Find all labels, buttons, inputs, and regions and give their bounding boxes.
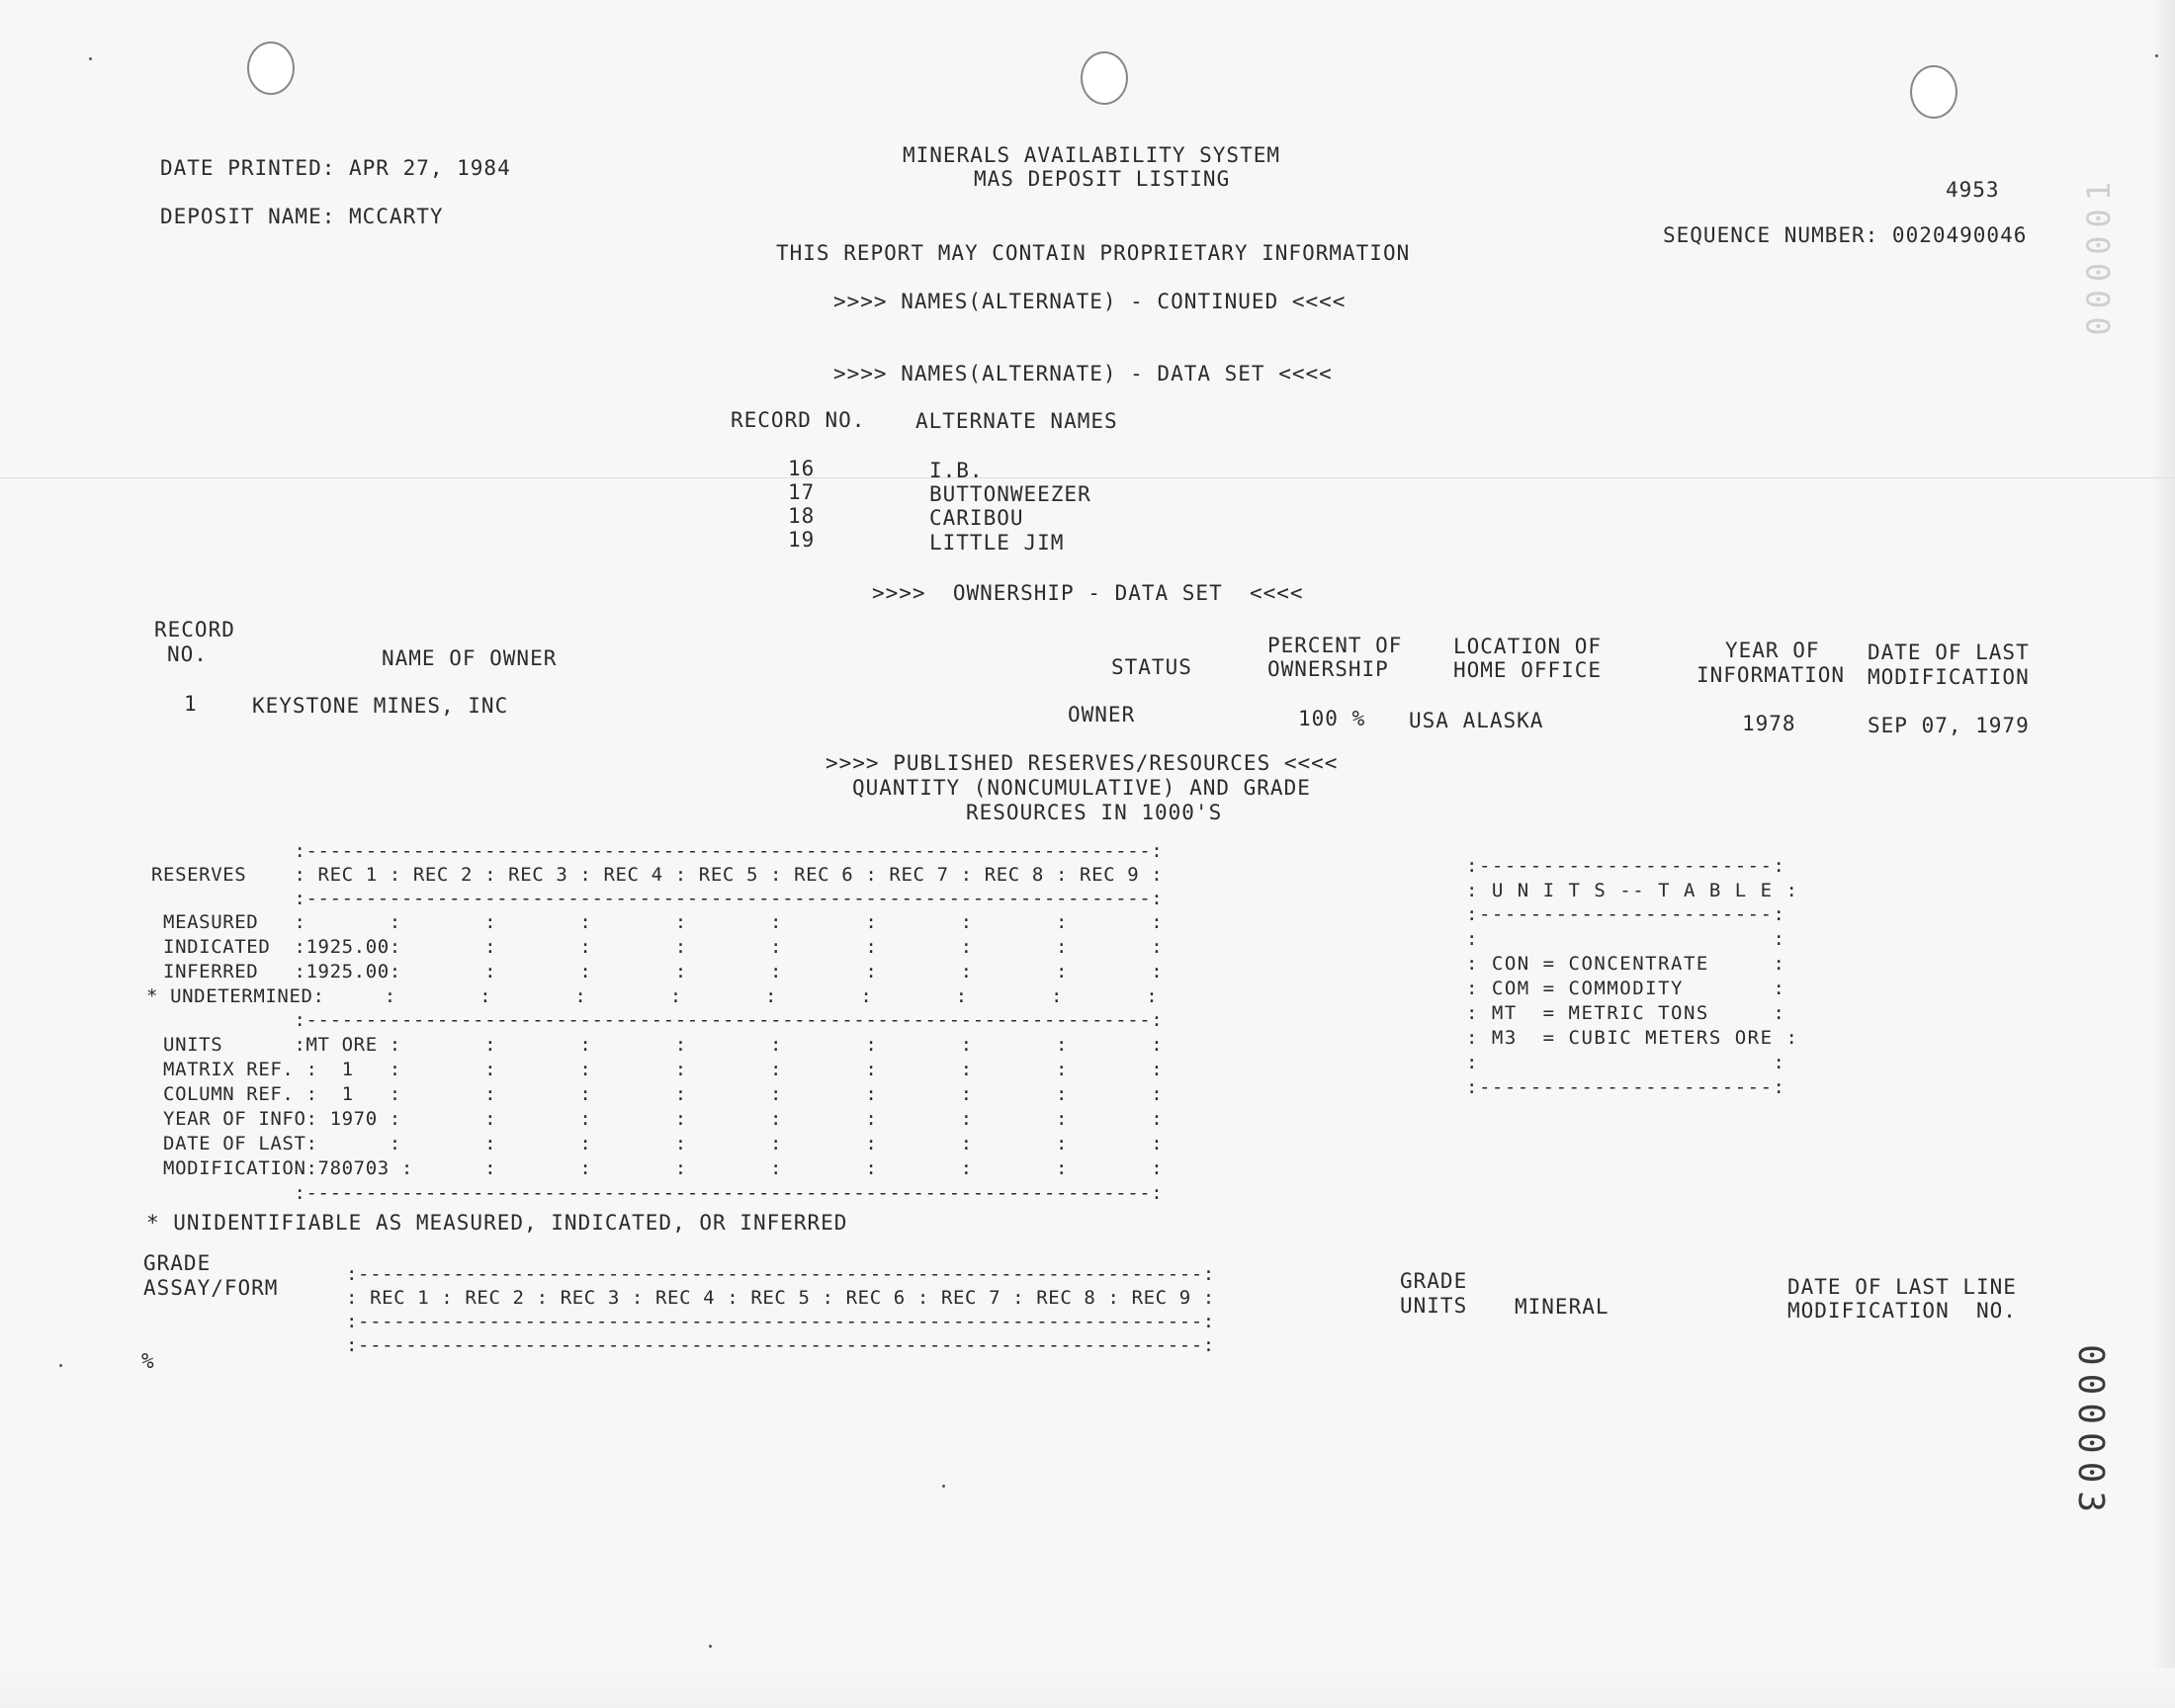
alternate-names-header: ALTERNATE NAMES	[915, 409, 1118, 433]
page-bottom-edge	[0, 1668, 2175, 1708]
units-table-line: :-----------------------:	[1466, 903, 1786, 925]
units-table-line: : U N I T S -- T A B L E :	[1466, 880, 1799, 901]
reserves-table-line: :-----------------------------------------------------------------------:	[151, 840, 1164, 862]
reserves-table-line: :-----------------------------------------------------------------------:	[151, 1009, 1164, 1031]
list-item-record-no: 18	[788, 504, 816, 528]
list-item-record-no: 19	[788, 528, 816, 552]
reserves-table-line: DATE OF LAST: : : : : : : : : :	[151, 1133, 1164, 1154]
reserves-table-line: * UNDETERMINED: : : : : : : : : :	[146, 985, 1159, 1007]
speck	[942, 1485, 945, 1488]
reserves-table-line: MEASURED : : : : : : : : : :	[151, 911, 1164, 933]
names-continued-heading: >>>> NAMES(ALTERNATE) - CONTINUED <<<<	[833, 290, 1347, 313]
list-item-record-no: 17	[788, 480, 816, 504]
reserves-table-line: :-----------------------------------------------------------------------:	[151, 1182, 1164, 1204]
units-table-line: :-----------------------:	[1466, 855, 1786, 877]
units-table-line: : COM = COMMODITY :	[1466, 978, 1786, 999]
reserves-table-line: COLUMN REF. : 1 : : : : : : : : :	[151, 1083, 1164, 1105]
deposit-name: DEPOSIT NAME: MCCARTY	[160, 205, 444, 228]
ownership-col-status: STATUS	[1111, 655, 1192, 679]
ownership-col-record: RECORD	[154, 618, 235, 641]
units-table-line: :-----------------------:	[1466, 1076, 1786, 1098]
date-printed: DATE PRINTED: APR 27, 1984	[160, 156, 511, 180]
punch-hole-icon	[1910, 65, 1958, 119]
units-table-line: : CON = CONCENTRATE :	[1466, 953, 1786, 975]
reserves-table-line: UNITS :MT ORE : : : : : : : : :	[151, 1034, 1164, 1056]
grade-label: GRADE	[143, 1251, 212, 1275]
ownership-row-year: 1978	[1742, 712, 1796, 735]
ownership-col-percent: PERCENT OF	[1267, 634, 1403, 657]
ownership-col-location-2: HOME OFFICE	[1453, 658, 1603, 682]
listing-title: MAS DEPOSIT LISTING	[974, 167, 1231, 191]
list-item-name: BUTTONWEEZER	[929, 482, 1091, 506]
ownership-row-date: SEP 07, 1979	[1868, 714, 2030, 737]
record-no-header: RECORD NO.	[731, 408, 866, 432]
speck	[2155, 54, 2158, 57]
speck	[59, 1364, 62, 1367]
ownership-row-status: OWNER	[1068, 703, 1136, 726]
reserves-table-line: :-----------------------------------------------------------------------:	[151, 888, 1164, 909]
reserves-table-line: INDICATED :1925.00: : : : : : : : :	[151, 936, 1164, 958]
grade-units-header: GRADE	[1400, 1269, 1468, 1293]
reserves-subheading: QUANTITY (NONCUMULATIVE) AND GRADE	[852, 776, 1311, 800]
sequence-number: SEQUENCE NUMBER: 0020490046	[1663, 223, 2028, 247]
ownership-col-percent-2: OWNERSHIP	[1267, 657, 1389, 681]
grade-table-line: :-----------------------------------------------------------------------:	[346, 1263, 1215, 1285]
speck	[709, 1645, 712, 1648]
punch-hole-icon	[1081, 51, 1128, 105]
units-table-line: : :	[1466, 928, 1786, 950]
page-number: 4953	[1946, 178, 2000, 202]
list-item-name: CARIBOU	[929, 506, 1024, 530]
line-modification-header: DATE OF LAST LINE	[1787, 1275, 2017, 1299]
reserves-table-line: MODIFICATION:780703 : : : : : : : : :	[151, 1157, 1164, 1179]
list-item-record-no: 16	[788, 457, 816, 480]
page-edge-shadow	[2151, 0, 2175, 1708]
reserves-table-line: YEAR OF INFO: 1970 : : : : : : : : :	[151, 1108, 1164, 1130]
assay-form-label: ASSAY/FORM	[143, 1276, 279, 1300]
reserves-table-line: RESERVES : REC 1 : REC 2 : REC 3 : REC 4 : REC 5 : REC 6 : REC 7 : REC 8 : REC 9 :	[151, 864, 1164, 886]
system-title: MINERALS AVAILABILITY SYSTEM	[903, 143, 1281, 167]
list-item-name: LITTLE JIM	[929, 531, 1065, 555]
ownership-col-record-no: NO.	[167, 642, 208, 666]
ownership-row-location: USA ALASKA	[1409, 709, 1544, 732]
page-stamp-top: 000001	[2080, 174, 2118, 336]
units-table-line: : M3 = CUBIC METERS ORE :	[1466, 1027, 1799, 1049]
list-item-name: I.B.	[929, 459, 984, 482]
reserves-heading: >>>> PUBLISHED RESERVES/RESOURCES <<<<	[826, 751, 1339, 775]
ownership-col-year: YEAR OF	[1725, 639, 1820, 662]
line-modification-header-2: MODIFICATION NO.	[1787, 1299, 2017, 1323]
fold-line	[0, 477, 2175, 478]
ownership-row-owner: KEYSTONE MINES, INC	[252, 694, 509, 718]
ownership-heading: >>>> OWNERSHIP - DATA SET <<<<	[872, 581, 1304, 605]
alternate-names-heading: >>>> NAMES(ALTERNATE) - DATA SET <<<<	[833, 362, 1333, 385]
ownership-row-no: 1	[184, 692, 198, 716]
grade-table-line: :-----------------------------------------------------------------------:	[346, 1334, 1215, 1356]
units-table-line: : :	[1466, 1052, 1786, 1073]
proprietary-notice: THIS REPORT MAY CONTAIN PROPRIETARY INFORMATION	[776, 241, 1411, 265]
page-stamp-bottom: 000003	[2070, 1344, 2111, 1521]
ownership-col-date-2: MODIFICATION	[1868, 665, 2030, 689]
grade-table-line: : REC 1 : REC 2 : REC 3 : REC 4 : REC 5 : REC 6 : REC 7 : REC 8 : REC 9 :	[346, 1287, 1215, 1309]
ownership-col-year-2: INFORMATION	[1696, 663, 1846, 687]
percent-symbol: %	[141, 1349, 155, 1373]
reserves-subheading-units: RESOURCES IN 1000'S	[966, 801, 1223, 824]
reserves-footnote: * UNIDENTIFIABLE AS MEASURED, INDICATED, OR INFERRED	[146, 1211, 848, 1235]
punch-hole-icon	[247, 42, 295, 95]
reserves-table-line: MATRIX REF. : 1 : : : : : : : : :	[151, 1059, 1164, 1080]
ownership-col-location: LOCATION OF	[1453, 635, 1603, 658]
grade-units-header-2: UNITS	[1400, 1294, 1468, 1318]
ownership-col-owner: NAME OF OWNER	[382, 646, 558, 670]
mineral-header: MINERAL	[1515, 1295, 1610, 1319]
grade-table-line: :-----------------------------------------------------------------------:	[346, 1311, 1215, 1332]
ownership-row-percent: 100 %	[1298, 707, 1366, 730]
reserves-table-line: INFERRED :1925.00: : : : : : : : :	[151, 961, 1164, 982]
speck	[89, 57, 92, 60]
ownership-col-date: DATE OF LAST	[1868, 640, 2030, 664]
units-table-line: : MT = METRIC TONS :	[1466, 1002, 1786, 1024]
